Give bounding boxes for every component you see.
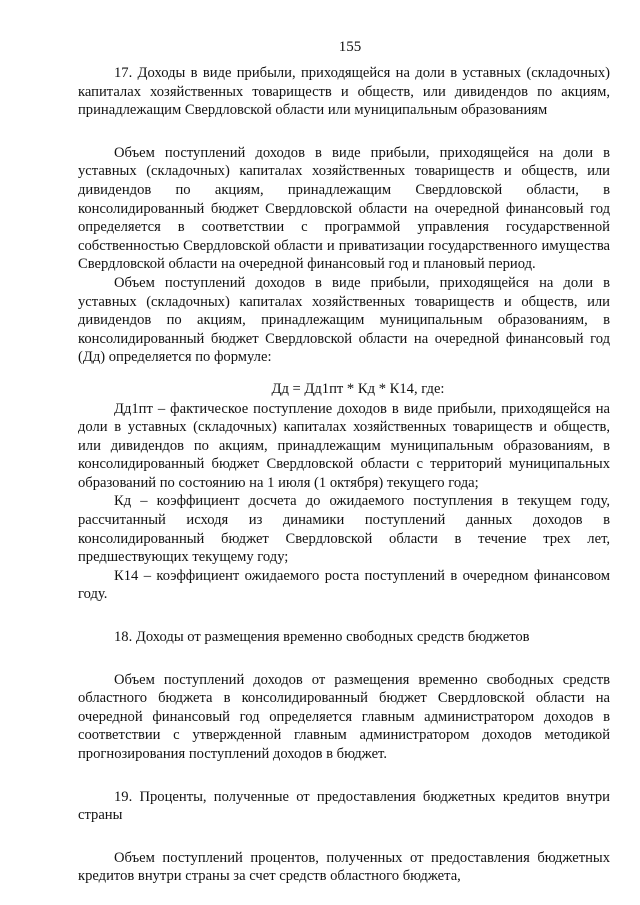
definition-k14: К14 – коэффициент ожидаемого роста поступлений в очередном финансовом году. (78, 567, 610, 603)
section-19-heading: 19. Проценты, полученные от предоставления бюджетных кредитов внутри страны (78, 788, 610, 824)
section-17-paragraph-2: Объем поступлений доходов в виде прибыли, приходящейся на доли в уставных (складочных) капиталах хозяйственных товариществ и обществ, или дивидендов по акциям, принадлежащим муниципальным образованиям, в консолидированный бюджет Свердловской области на очередной финансовый год (Дд) определяется по формуле: (78, 274, 610, 366)
page-number: 155 (338, 39, 362, 55)
section-18-heading: 18. Доходы от размещения временно свободных средств бюджетов (114, 629, 530, 646)
section-17-heading: 17. Доходы в виде прибыли, приходящейся на доли в уставных (складочных) капиталах хозяйственных товариществ и обществ, или дивидендов по акциям, принадлежащим Свердловской области или муниципальным образованиям (78, 65, 610, 119)
section-18-paragraph-1: Объем поступлений доходов от размещения временно свободных средств областного бюджета в консолидированный бюджет Свердловской области на очередной финансовый год определяется главным администратором доходов в соответствии с утвержденной главным администратором доходов методикой прогнозирования поступлений доходов в бюджет. (78, 671, 610, 762)
section-19-paragraph-1: Объем поступлений процентов, полученных от предоставления бюджетных кредитов внутри страны за счет средств областного бюджета, (78, 849, 610, 885)
definition-kd: Кд – коэффициент досчета до ожидаемого поступления в текущем году, рассчитанный исходя из динамики поступлений данных доходов в консолидированный бюджет Свердловской области в течение трех лет, предшествующих текущему году; (78, 493, 610, 566)
definition-dd1pt: Дд1пт – фактическое поступление доходов в виде прибыли, приходящейся на доли в уставных (складочных) капиталах хозяйственных товариществ и обществ, или дивидендов по акциям, принадлежащим муниципальным образованиям, в консолидированный бюджет Свердловской области с территорий муниципальных образований по состоянию на 1 июля (1 октября) текущего года; (78, 400, 610, 491)
formula: Дд = Дд1пт * Кд * К14, где: (271, 380, 445, 397)
section-17-paragraph-1: Объем поступлений доходов в виде прибыли, приходящейся на доли в уставных (складочных) капиталах хозяйственных товариществ и обществ, или дивидендов по акциям, принадлежащим Свердловской области, в консолидированный бюджет Свердловской области на очередной финансовый год определяется в соответствии с программой управления государственной собственностью Свердловской области и приватизации государственного имущества Свердловской области на очередной финансовый год и плановый период. (78, 144, 610, 273)
